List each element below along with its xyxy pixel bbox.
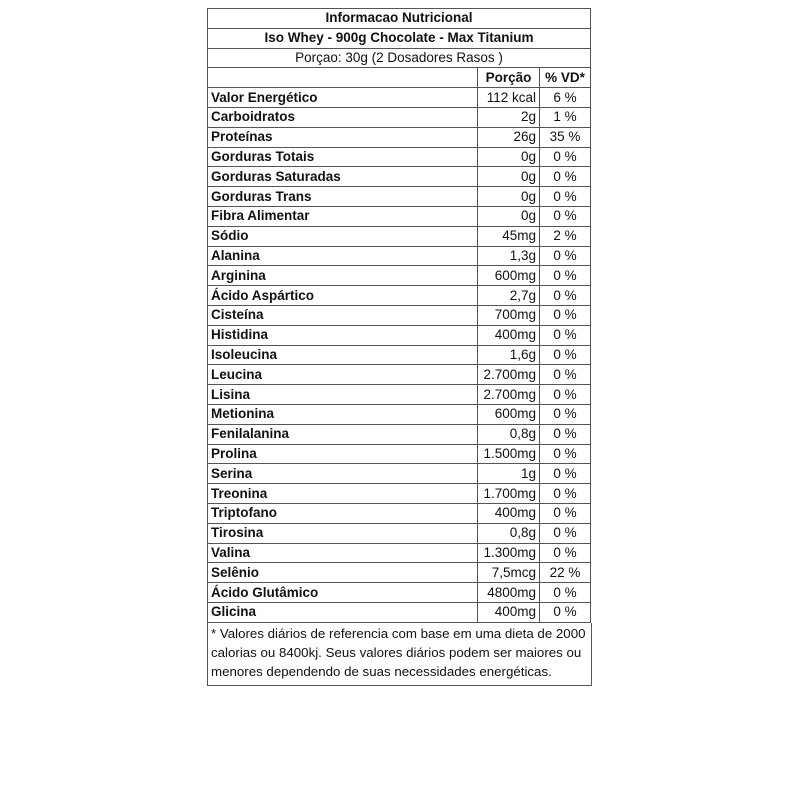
nutrient-amount: 0,8g (478, 523, 540, 543)
nutrient-dv: 0 % (540, 305, 591, 325)
nutrient-dv: 0 % (540, 345, 591, 365)
table-row (208, 246, 591, 266)
column-header-amount: Porção (478, 68, 540, 88)
nutrient-amount: 26g (478, 127, 540, 147)
table-row (208, 385, 591, 405)
nutrient-amount: 1,3g (478, 246, 540, 266)
nutrient-dv: 0 % (540, 523, 591, 543)
nutrient-dv: 0 % (540, 167, 591, 187)
nutrient-dv: 0 % (540, 543, 591, 563)
nutrient-dv: 0 % (540, 503, 591, 523)
table-row (208, 187, 591, 207)
nutrient-dv: 0 % (540, 444, 591, 464)
nutrition-facts-label (207, 8, 590, 686)
column-header-dv: % VD* (540, 68, 591, 88)
nutrient-amount: 600mg (478, 404, 540, 424)
nutrient-name: Metionina (208, 404, 478, 424)
nutrient-name: Gorduras Totais (208, 147, 478, 167)
nutrient-amount: 1,6g (478, 345, 540, 365)
nutrient-dv: 0 % (540, 484, 591, 504)
nutrition-table (207, 8, 591, 623)
table-row (208, 206, 591, 226)
table-row (208, 543, 591, 563)
table-row (208, 444, 591, 464)
nutrient-amount: 600mg (478, 266, 540, 286)
nutrient-amount: 400mg (478, 602, 540, 622)
nutrient-name: Fibra Alimentar (208, 206, 478, 226)
nutrient-name: Tirosina (208, 523, 478, 543)
nutrient-amount: 7,5mcg (478, 563, 540, 583)
nutrient-amount: 0,8g (478, 424, 540, 444)
nutrient-dv: 0 % (540, 286, 591, 306)
table-row (208, 325, 591, 345)
table-row (208, 286, 591, 306)
nutrient-dv: 0 % (540, 325, 591, 345)
nutrient-amount: 2.700mg (478, 385, 540, 405)
nutrient-name: Gorduras Saturadas (208, 167, 478, 187)
nutrient-name: Cisteína (208, 305, 478, 325)
nutrient-amount: 400mg (478, 503, 540, 523)
label-title: Informacao Nutricional (208, 9, 591, 29)
table-row (208, 523, 591, 543)
table-row (208, 464, 591, 484)
nutrient-name: Valina (208, 543, 478, 563)
nutrient-amount: 1.700mg (478, 484, 540, 504)
nutrient-amount: 2.700mg (478, 365, 540, 385)
table-row (208, 226, 591, 246)
nutrient-dv: 0 % (540, 385, 591, 405)
footnote: * Valores diários de referencia com base em uma dieta de 2000 calorias ou 8400kj. Seus valores diários podem ser maiores ou menores dependendo de suas necessidades energéticas. (207, 623, 592, 686)
nutrient-amount: 1.500mg (478, 444, 540, 464)
table-row (208, 345, 591, 365)
table-row (208, 424, 591, 444)
nutrient-dv: 0 % (540, 365, 591, 385)
nutrient-amount: 700mg (478, 305, 540, 325)
nutrient-dv: 2 % (540, 226, 591, 246)
nutrient-name: Triptofano (208, 503, 478, 523)
table-row (208, 167, 591, 187)
nutrient-name: Lisina (208, 385, 478, 405)
table-row (208, 583, 591, 603)
nutrient-name: Alanina (208, 246, 478, 266)
table-row (208, 365, 591, 385)
table-row (208, 503, 591, 523)
nutrient-amount: 0g (478, 147, 540, 167)
nutrient-amount: 45mg (478, 226, 540, 246)
nutrient-amount: 1g (478, 464, 540, 484)
table-row (208, 563, 591, 583)
nutrient-name: Isoleucina (208, 345, 478, 365)
nutrient-amount: 4800mg (478, 583, 540, 603)
nutrient-amount: 0g (478, 167, 540, 187)
nutrient-dv: 0 % (540, 206, 591, 226)
nutrient-name: Ácido Aspártico (208, 286, 478, 306)
table-row (208, 484, 591, 504)
nutrient-name: Glicina (208, 602, 478, 622)
product-name: Iso Whey - 900g Chocolate - Max Titanium (208, 28, 591, 48)
nutrient-dv: 35 % (540, 127, 591, 147)
table-row (208, 404, 591, 424)
nutrient-amount: 0g (478, 206, 540, 226)
nutrient-name: Proteínas (208, 127, 478, 147)
nutrient-name: Selênio (208, 563, 478, 583)
nutrient-dv: 0 % (540, 464, 591, 484)
nutrient-dv: 0 % (540, 602, 591, 622)
table-row (208, 147, 591, 167)
nutrient-amount: 400mg (478, 325, 540, 345)
column-header-nutrient (208, 68, 478, 88)
nutrient-dv: 0 % (540, 246, 591, 266)
nutrient-amount: 1.300mg (478, 543, 540, 563)
nutrient-amount: 2g (478, 107, 540, 127)
nutrient-name: Prolina (208, 444, 478, 464)
nutrient-dv: 0 % (540, 147, 591, 167)
nutrient-name: Carboidratos (208, 107, 478, 127)
nutrient-dv: 0 % (540, 187, 591, 207)
nutrient-name: Sódio (208, 226, 478, 246)
nutrient-amount: 112 kcal (478, 88, 540, 108)
table-row (208, 127, 591, 147)
nutrient-dv: 0 % (540, 583, 591, 603)
serving-size: Porçao: 30g (2 Dosadores Rasos ) (208, 48, 591, 68)
nutrient-amount: 0g (478, 187, 540, 207)
nutrient-dv: 0 % (540, 266, 591, 286)
nutrient-name: Valor Energético (208, 88, 478, 108)
nutrient-dv: 0 % (540, 424, 591, 444)
nutrient-name: Ácido Glutâmico (208, 583, 478, 603)
table-row (208, 107, 591, 127)
nutrient-dv: 6 % (540, 88, 591, 108)
nutrient-name: Treonina (208, 484, 478, 504)
nutrient-name: Leucina (208, 365, 478, 385)
table-row (208, 266, 591, 286)
table-row (208, 88, 591, 108)
nutrient-dv: 1 % (540, 107, 591, 127)
nutrient-amount: 2,7g (478, 286, 540, 306)
nutrient-name: Histidina (208, 325, 478, 345)
table-row (208, 305, 591, 325)
table-row (208, 602, 591, 622)
nutrient-name: Gorduras Trans (208, 187, 478, 207)
column-header-row (208, 68, 591, 88)
nutrient-name: Arginina (208, 266, 478, 286)
nutrient-dv: 0 % (540, 404, 591, 424)
nutrient-name: Serina (208, 464, 478, 484)
nutrient-dv: 22 % (540, 563, 591, 583)
nutrient-name: Fenilalanina (208, 424, 478, 444)
